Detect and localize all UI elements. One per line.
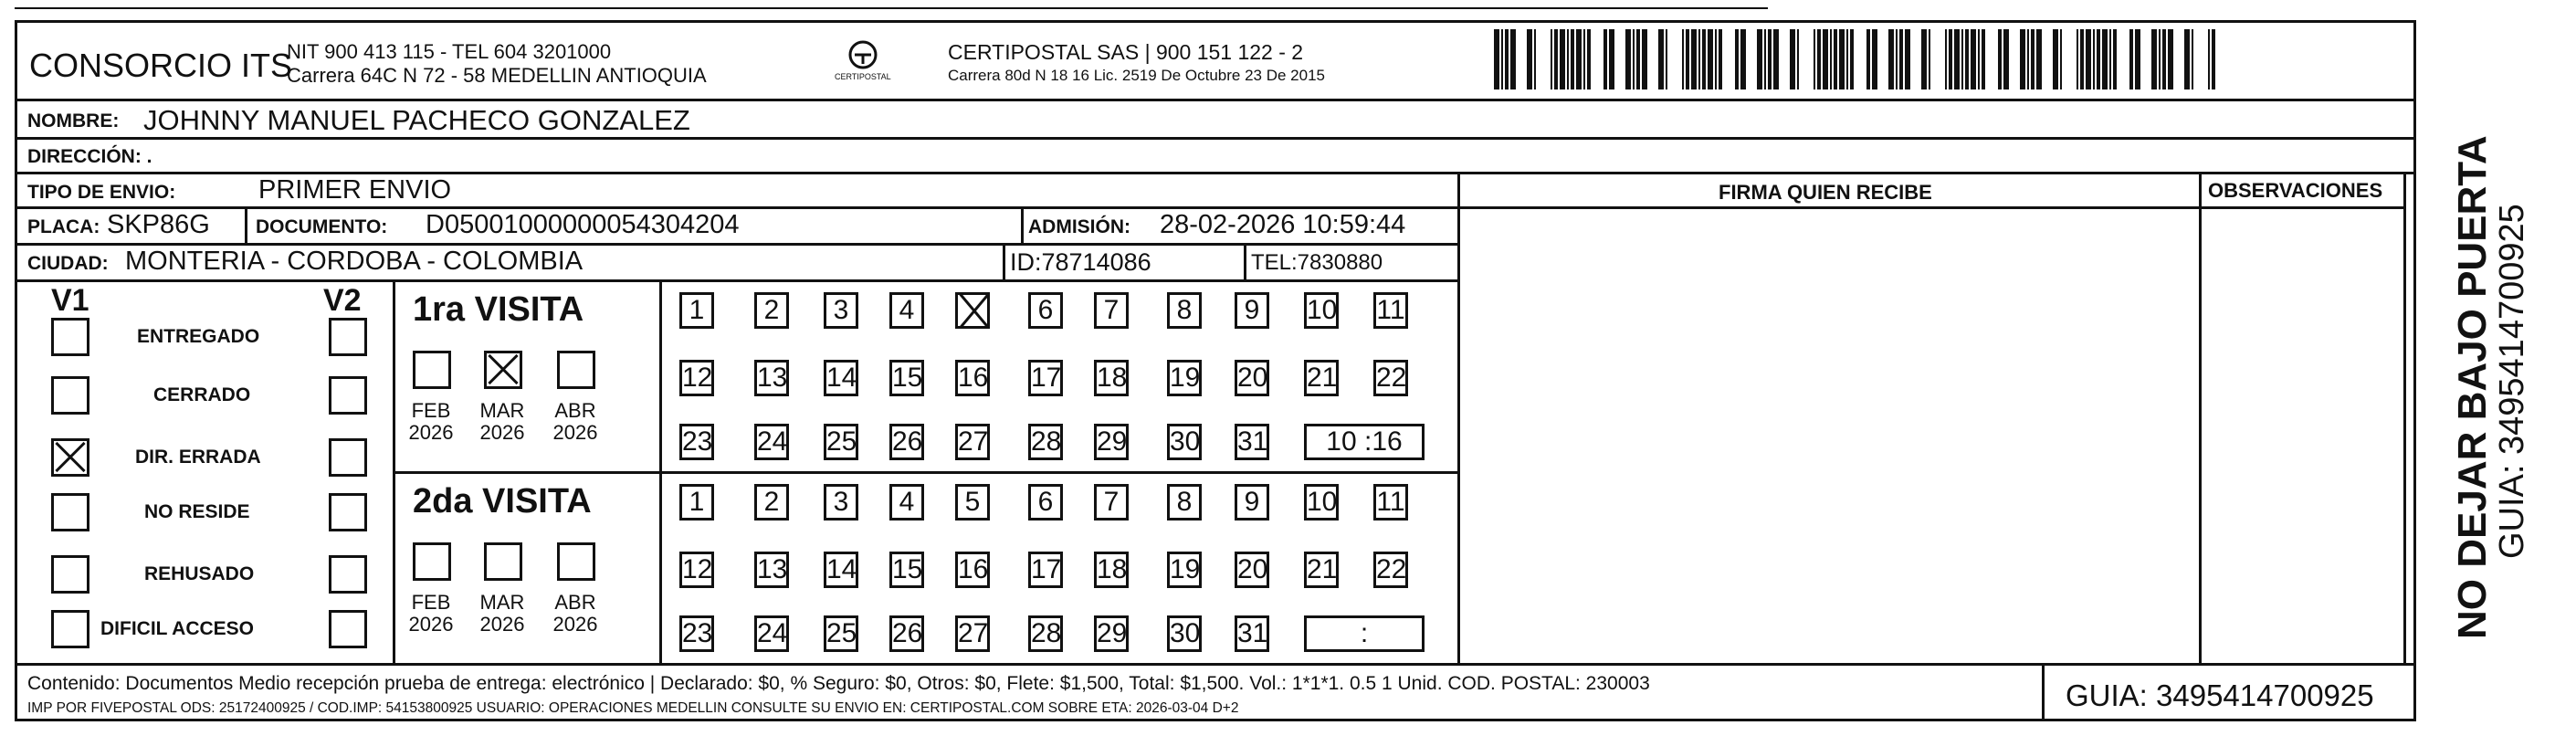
status-label-6: DIFICIL ACCESO: [100, 618, 255, 639]
day-box-1-8[interactable]: 8: [1167, 292, 1202, 329]
day-box-1-24[interactable]: 24: [754, 424, 789, 460]
day-box-1-26[interactable]: 26: [889, 424, 924, 460]
day-box-1-7[interactable]: 7: [1094, 292, 1129, 329]
day-box-2-12[interactable]: 12: [679, 552, 714, 588]
day-box-2-11[interactable]: 11: [1373, 484, 1408, 520]
month-label-2-3: ABR 2026: [552, 591, 598, 636]
day-box-2-30[interactable]: 30: [1167, 615, 1202, 652]
day-box-1-17[interactable]: 17: [1028, 360, 1063, 396]
carrier-address: Carrera 80d N 18 16 Lic. 2519 De Octubre 23 De 2015: [948, 67, 1325, 84]
month-label-1-3: ABR 2026: [552, 399, 598, 444]
day-box-1-6[interactable]: 6: [1028, 292, 1063, 329]
status-label-1: ENTREGADO: [137, 326, 260, 347]
day-box-2-15[interactable]: 15: [889, 552, 924, 588]
day-box-2-7[interactable]: 7: [1094, 484, 1129, 520]
day-box-1-20[interactable]: 20: [1235, 360, 1269, 396]
day-box-1-25[interactable]: 25: [824, 424, 858, 460]
day-box-1-10[interactable]: 10: [1304, 292, 1339, 329]
day-box-1-28[interactable]: 28: [1028, 424, 1063, 460]
month-checkbox-2-3[interactable]: [557, 542, 595, 581]
visit-title-1: 1ra VISITA: [413, 290, 584, 329]
v1-checkbox-6[interactable]: [51, 610, 89, 648]
top-rule: [15, 7, 1768, 9]
day-box-1-22[interactable]: 22: [1373, 360, 1408, 396]
barcode-bars: [1494, 29, 2224, 89]
day-box-1-19[interactable]: 19: [1167, 360, 1202, 396]
day-box-2-5[interactable]: 5: [955, 484, 990, 520]
id-value: ID:78714086: [1010, 248, 1151, 276]
v1-checkbox-3[interactable]: [51, 438, 89, 477]
day-box-1-21[interactable]: 21: [1304, 360, 1339, 396]
admision-label: ADMISIÓN:: [1028, 216, 1130, 237]
time-box-2[interactable]: :: [1304, 615, 1425, 652]
v1-checkbox-5[interactable]: [51, 555, 89, 594]
admision-value: 28-02-2026 10:59:44: [1160, 210, 1406, 239]
contenido-line: Contenido: Documentos Medio recepción prueba de entrega: electrónico | Declarado: $0, % Seguro: $0, Otros: $0, Flete: $1,500, Total: $1,500. Vol.: 1*1*1. 0.5 1 Unid. COD. POSTAL: 230003: [27, 673, 1650, 694]
month-label-1-1: FEB 2026: [408, 399, 454, 444]
day-box-1-13[interactable]: 13: [754, 360, 789, 396]
address-line: Carrera 64C N 72 - 58 MEDELLIN ANTIOQUIA: [287, 64, 707, 87]
tipo-envio-label: TIPO DE ENVIO:: [27, 182, 176, 203]
documento-label: DOCUMENTO:: [256, 216, 388, 237]
day-box-1-27[interactable]: 27: [955, 424, 990, 460]
v1-checkbox-4[interactable]: [51, 493, 89, 531]
carrier-line: CERTIPOSTAL SAS | 900 151 122 - 2: [948, 40, 1304, 64]
observaciones-header: OBSERVACIONES: [2208, 179, 2383, 202]
side-guia: GUIA: 3495414700925: [2493, 204, 2531, 559]
month-label-2-1: FEB 2026: [408, 591, 454, 636]
day-box-2-17[interactable]: 17: [1028, 552, 1063, 588]
day-box-2-21[interactable]: 21: [1304, 552, 1339, 588]
tipo-envio-value: PRIMER ENVIO: [258, 175, 452, 205]
day-box-2-16[interactable]: 16: [955, 552, 990, 588]
v2-checkbox-6[interactable]: [329, 610, 367, 648]
ciudad-label: CIUDAD:: [27, 253, 109, 274]
month-label-1-2: MAR 2026: [479, 399, 525, 444]
day-box-1-23[interactable]: 23: [679, 424, 714, 460]
day-box-1-15[interactable]: 15: [889, 360, 924, 396]
v2-checkbox-5[interactable]: [329, 555, 367, 594]
day-box-1-1[interactable]: 1: [679, 292, 714, 329]
day-box-2-22[interactable]: 22: [1373, 552, 1408, 588]
day-box-2-19[interactable]: 19: [1167, 552, 1202, 588]
direccion-label: DIRECCIÓN: .: [27, 146, 152, 167]
month-checkbox-2-2[interactable]: [484, 542, 522, 581]
month-checkbox-1-1[interactable]: [413, 351, 451, 389]
day-box-2-9[interactable]: 9: [1235, 484, 1269, 520]
day-box-2-26[interactable]: 26: [889, 615, 924, 652]
tel-value: TEL:7830880: [1251, 250, 1383, 275]
placa-label: PLACA:: [27, 216, 100, 237]
time-box-1[interactable]: 10 :16: [1304, 424, 1425, 460]
day-box-2-3[interactable]: 3: [824, 484, 858, 520]
day-box-2-29[interactable]: 29: [1094, 615, 1129, 652]
firma-area[interactable]: [1461, 210, 2197, 661]
day-box-2-23[interactable]: 23: [679, 615, 714, 652]
day-box-1-29[interactable]: 29: [1094, 424, 1129, 460]
day-box-2-4[interactable]: 4: [889, 484, 924, 520]
day-box-2-8[interactable]: 8: [1167, 484, 1202, 520]
day-box-2-28[interactable]: 28: [1028, 615, 1063, 652]
day-box-1-9[interactable]: 9: [1235, 292, 1269, 329]
documento-value: D05001000000054304204: [426, 210, 740, 239]
nombre-value: JOHNNY MANUEL PACHECO GONZALEZ: [143, 104, 690, 136]
nit-line: NIT 900 413 115 - TEL 604 3201000: [287, 40, 612, 63]
day-box-2-1[interactable]: 1: [679, 484, 714, 520]
day-box-2-6[interactable]: 6: [1028, 484, 1063, 520]
placa-value: SKP86G: [107, 210, 210, 239]
v2-label: V2: [323, 283, 362, 318]
month-checkbox-1-3[interactable]: [557, 351, 595, 389]
day-box-1-11[interactable]: 11: [1373, 292, 1408, 329]
day-box-1-2[interactable]: 2: [754, 292, 789, 329]
day-box-1-31[interactable]: 31: [1235, 424, 1269, 460]
day-box-1-16[interactable]: 16: [955, 360, 990, 396]
day-box-2-10[interactable]: 10: [1304, 484, 1339, 520]
day-box-1-12[interactable]: 12: [679, 360, 714, 396]
company-name: CONSORCIO ITS: [29, 47, 293, 84]
status-label-5: REHUSADO: [144, 563, 255, 584]
imp-line: IMP POR FIVEPOSTAL ODS: 25172400925 / COD.IMP: 54153800925 USUARIO: OPERACIONES MEDELLIN CONSULTE SU ENVIO EN: CERTIPOSTAL.COM SOBRE ETA: 2026-03-04 D+2: [27, 700, 1239, 716]
firma-header: FIRMA QUIEN RECIBE: [1719, 181, 1932, 204]
visit-title-2: 2da VISITA: [413, 482, 592, 520]
day-box-2-31[interactable]: 31: [1235, 615, 1269, 652]
status-label-4: NO RESIDE: [144, 501, 250, 522]
v2-checkbox-4[interactable]: [329, 493, 367, 531]
v1-label: V1: [51, 283, 89, 318]
v2-checkbox-3[interactable]: [329, 438, 367, 477]
day-box-2-2[interactable]: 2: [754, 484, 789, 520]
v1-checkbox-2[interactable]: [51, 376, 89, 415]
day-box-2-13[interactable]: 13: [754, 552, 789, 588]
month-label-2-2: MAR 2026: [479, 591, 525, 636]
day-box-1-5[interactable]: [955, 292, 990, 329]
day-box-1-3[interactable]: 3: [824, 292, 858, 329]
month-checkbox-2-1[interactable]: [413, 542, 451, 581]
observaciones-area[interactable]: [2203, 210, 2402, 661]
day-box-1-18[interactable]: 18: [1094, 360, 1129, 396]
v2-checkbox-2[interactable]: [329, 376, 367, 415]
status-label-2: CERRADO: [153, 384, 251, 405]
day-box-2-25[interactable]: 25: [824, 615, 858, 652]
nombre-label: NOMBRE:: [27, 110, 120, 131]
barcode: [1494, 29, 2224, 89]
day-box-1-4[interactable]: 4: [889, 292, 924, 329]
day-box-1-14[interactable]: 14: [824, 360, 858, 396]
no-dejar-warning: NO DEJAR BAJO PUERTA: [2450, 135, 2495, 639]
status-label-3: DIR. ERRADA: [135, 447, 261, 468]
v2-checkbox-1[interactable]: [329, 318, 367, 356]
v1-checkbox-1[interactable]: [51, 318, 89, 356]
ciudad-value: MONTERIA - CORDOBA - COLOMBIA: [125, 247, 584, 276]
logo-caption: CERTIPOSTAL: [835, 72, 891, 81]
day-box-2-20[interactable]: 20: [1235, 552, 1269, 588]
day-box-2-24[interactable]: 24: [754, 615, 789, 652]
day-box-1-30[interactable]: 30: [1167, 424, 1202, 460]
day-box-2-27[interactable]: 27: [955, 615, 990, 652]
day-box-2-14[interactable]: 14: [824, 552, 858, 588]
day-box-2-18[interactable]: 18: [1094, 552, 1129, 588]
month-checkbox-1-2[interactable]: [484, 351, 522, 389]
certipostal-logo: [831, 38, 895, 89]
footer-guia: GUIA: 3495414700925: [2066, 678, 2374, 712]
